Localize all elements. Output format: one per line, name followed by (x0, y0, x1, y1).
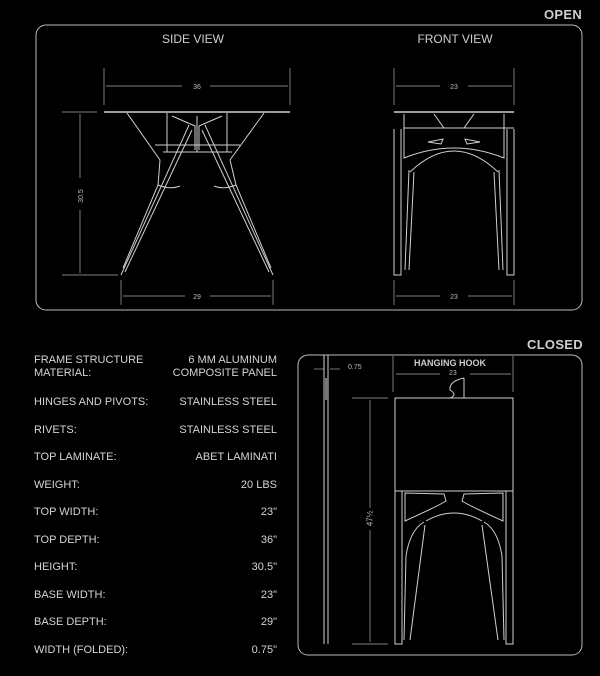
spec-value: 23" (260, 506, 277, 518)
hanging-hook-label: HANGING HOOK (414, 358, 486, 368)
open-heading: OPEN (544, 7, 583, 22)
spec-label: WIDTH (FOLDED): (34, 644, 129, 656)
front-view-title: FRONT VIEW (417, 32, 493, 46)
front-view-drawing (394, 68, 514, 305)
spec-label: RIVETS: (34, 424, 77, 436)
spec-label: TOP WIDTH: (34, 506, 99, 518)
spec-value: STAINLESS STEEL (179, 396, 277, 408)
spec-label: HEIGHT: (34, 561, 78, 573)
spec-value: 6 MM ALUMINUM COMPOSITE PANEL (172, 354, 277, 379)
closed-height-label: 47½ (365, 510, 375, 527)
spec-label: FRAME STRUCTURE MATERIAL: (34, 354, 144, 379)
closed-drawing (314, 355, 513, 644)
spec-value: 20 LBS (240, 479, 277, 491)
spec-value: STAINLESS STEEL (179, 424, 277, 436)
hanging-hook (450, 378, 464, 398)
front-top-width-label: 23 (450, 84, 458, 91)
spec-value: ABET LAMINATI (195, 451, 277, 463)
side-height-label: 30.5 (78, 189, 85, 203)
side-base-dimension (121, 280, 273, 305)
spec-label: TOP DEPTH: (34, 534, 100, 546)
open-panel (36, 25, 582, 310)
spec-value: 23" (260, 589, 277, 601)
front-base-width-label: 23 (450, 294, 458, 301)
spec-value: 29" (260, 616, 277, 628)
side-view-drawing (62, 68, 290, 305)
spec-label: TOP LAMINATE: (34, 451, 117, 463)
side-top-width-label: 36 (193, 84, 201, 91)
side-view-title: SIDE VIEW (161, 32, 225, 46)
spec-label: HINGES AND PIVOTS: (34, 396, 149, 408)
spec-value: 30.5" (251, 561, 277, 573)
hook-width-label: 23 (449, 370, 457, 377)
side-base-depth-label: 29 (193, 294, 201, 301)
closed-panel (298, 355, 582, 655)
spec-value: 36" (260, 534, 277, 546)
side-height-dimension (62, 112, 118, 275)
spec-label: BASE WIDTH: (34, 589, 106, 601)
spec-label: BASE DEPTH: (34, 616, 107, 628)
closed-heading: CLOSED (527, 337, 583, 352)
spec-value: 0.75" (251, 644, 277, 656)
spec-label: WEIGHT: (34, 479, 80, 491)
folded-width-label: 0.75 (348, 364, 362, 371)
